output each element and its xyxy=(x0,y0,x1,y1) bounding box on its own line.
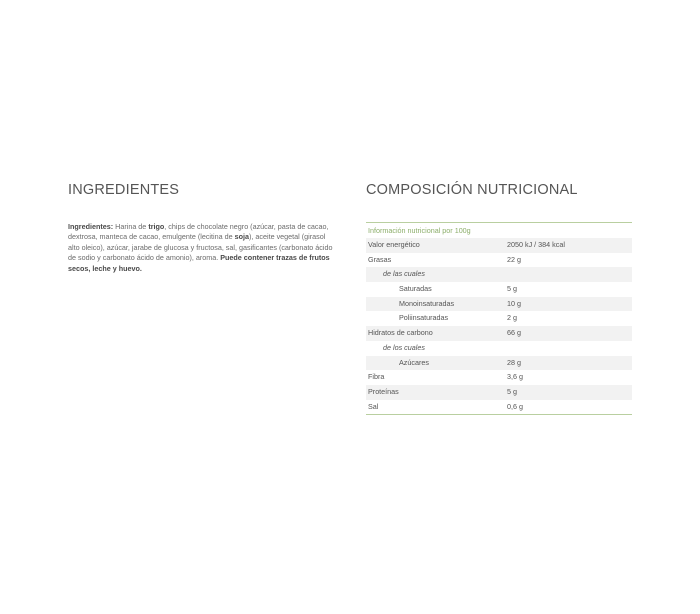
row-label: Valor energético xyxy=(368,240,420,249)
row-value: 2 g xyxy=(507,313,517,323)
row-label: Fibra xyxy=(368,372,385,382)
ingredients-title: INGREDIENTES xyxy=(68,182,180,198)
row-value: 3,6 g xyxy=(507,372,523,382)
nutrition-row-fat-of-which xyxy=(366,267,632,282)
allergen-wheat: trigo xyxy=(148,222,165,231)
row-label: Proteínas xyxy=(368,386,399,396)
nutrition-title: COMPOSICIÓN NUTRICIONAL xyxy=(366,182,578,198)
row-label: Saturadas xyxy=(399,284,432,294)
row-value: 10 g xyxy=(507,298,521,308)
row-label: de los cuales xyxy=(383,342,425,352)
nutrition-row-energy xyxy=(366,238,632,253)
row-label: Grasas xyxy=(368,254,392,264)
row-value: 5 g xyxy=(507,386,517,396)
row-value: 5 g xyxy=(507,284,517,294)
row-label: Azúcares xyxy=(399,357,429,367)
row-label: Poliinsaturadas xyxy=(399,313,449,323)
nutrition-row-protein xyxy=(366,385,632,400)
row-label: Sal xyxy=(368,401,379,411)
nutrition-row-saturated xyxy=(366,282,632,297)
nutrition-table-header: Información nutricional por 100g xyxy=(368,226,471,235)
nutrition-row-fat xyxy=(366,253,632,268)
nutrition-row-monounsaturated xyxy=(366,297,632,312)
row-value: 0,6 g xyxy=(507,401,523,411)
nutrition-row-sugars xyxy=(366,356,632,371)
row-label: Hidratos de carbono xyxy=(368,328,433,338)
allergen-traces: Puede contener trazas de frutos secos, leche y huevo. xyxy=(68,253,330,273)
nutrition-row-fibre xyxy=(366,370,632,385)
row-value: 28 g xyxy=(507,357,521,367)
allergen-soy: soja xyxy=(234,232,249,242)
nutrition-row-salt xyxy=(366,400,632,415)
ingredients-lead: Ingredientes: xyxy=(68,222,114,231)
nutrition-row-carbs-of-which xyxy=(366,341,632,356)
row-label: Monoinsaturadas xyxy=(399,298,455,308)
nutrition-row-carbohydrates xyxy=(366,326,632,341)
nutrition-table xyxy=(366,222,632,415)
ingredients-part-1: Harina de xyxy=(113,222,149,231)
row-value: 22 g xyxy=(507,254,521,264)
ingredients-part-2: , chips de chocolate negro (azúcar, pasta de cacao, dextrosa, manteca de cacao, emulgente (lecitina de xyxy=(68,222,329,242)
row-value: 66 g xyxy=(507,328,521,338)
row-label: de las cuales xyxy=(383,269,425,279)
nutrition-row-polyunsaturated xyxy=(366,311,632,326)
row-value: 2050 kJ / 384 kcal xyxy=(507,240,565,249)
ingredients-text xyxy=(68,222,338,274)
ingredients-part-3: ), aceite vegetal (girasol alto oleico), azúcar, jarabe de glucosa y fructosa, sal, gasificantes (carbonato ácido de sodio y carbonato ácido de amonio), aroma. xyxy=(68,232,333,263)
